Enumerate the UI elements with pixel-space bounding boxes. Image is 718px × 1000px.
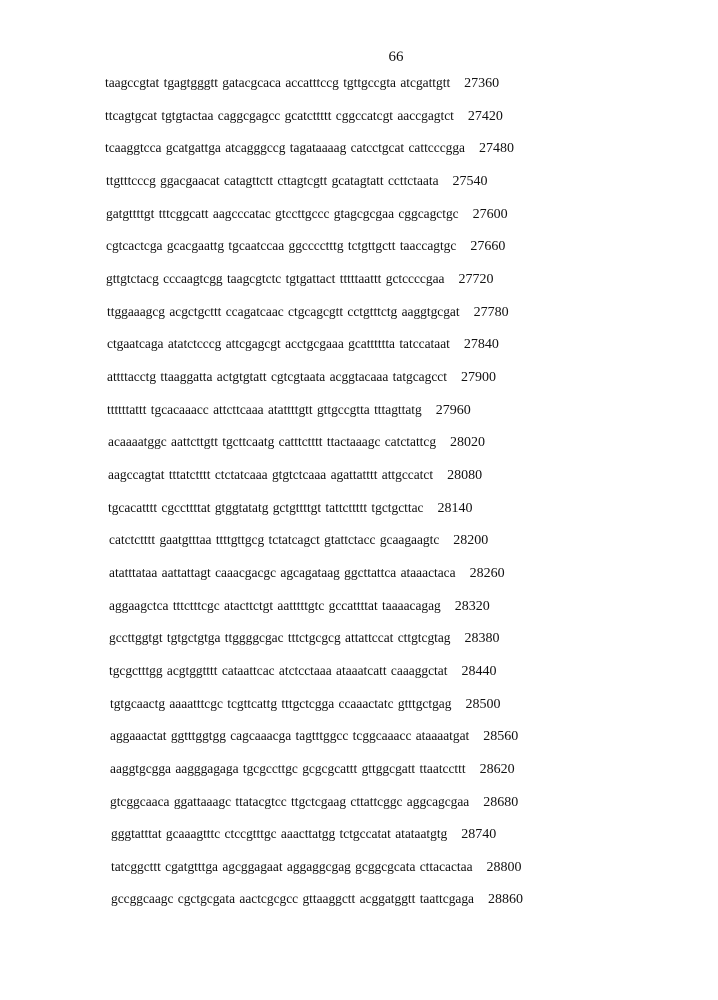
sequence-text: aggaaactat ggtttggtgg cagcaaacga tagtttggcc tcggcaaacc ataaaatgat [110,728,470,743]
sequence-text: ttgtttcccg ggacgaacat catagttctt cttagtcgtt gcatagtatt ccttctaata [106,173,439,188]
sequence-line [110,760,515,779]
sequence-line [105,139,514,158]
sequence-position: 28560 [483,729,519,744]
sequence-line [109,662,496,681]
sequence-text: tatcggcttt cgatgtttga agcggagaat aggaggcgag gcggcgcata cttacactaa [111,859,473,874]
sequence-line [107,303,509,322]
sequence-text: atatttataa aattattagt caaacgacgc agcagataag ggcttattca ataaactaca [109,565,456,580]
sequence-text: ttttttattt tgcacaaacc attcttcaaa atattttgtt gttgccgtta tttagttatg [107,402,422,417]
sequence-line [107,401,471,420]
sequence-line [106,270,493,289]
sequence-position: 27660 [470,239,506,254]
sequence-text: gtcggcaaca ggattaaagc ttatacgtcc ttgctcgaag cttattcggc aggcagcgaa [110,794,470,809]
sequence-position: 28500 [465,697,501,712]
sequence-position: 28440 [461,664,497,679]
sequence-text: aaggtgcgga aagggagaga tgcgccttgc gcgcgcattt gttggcgatt ttaatccttt [110,761,466,776]
page-number: 66 [388,49,404,65]
sequence-text: taagccgtat tgagtgggtt gatacgcaca accatttccg tgttgccgta atcgattgtt [105,75,451,90]
sequence-position: 27480 [478,141,514,156]
sequence-text: catctctttt gaatgtttaa ttttgttgcg tctatcagct gtattctacc gcaagaagtc [109,532,440,547]
sequence-text: aggaagctca tttctttcgc atacttctgt aatttttgtc gccattttat taaaacagag [109,598,441,613]
sequence-line [105,107,503,126]
sequence-position: 28260 [469,566,505,581]
sequence-position: 28860 [487,892,523,907]
sequence-line [106,172,488,191]
sequence-text: gttgtctacg cccaagtcgg taagcgtctc tgtgattact tttttaattt gctccccgaa [106,271,445,286]
sequence-line [105,74,499,93]
sequence-position: 28080 [447,468,483,483]
sequence-line [108,433,485,452]
sequence-line [107,368,496,387]
sequence-position: 28320 [454,599,490,614]
sequence-line [109,597,490,616]
sequence-text: gatgttttgt tttcggcatt aagcccatac gtccttgccc gtagcgcgaa cggcagctgc [106,206,459,221]
sequence-line [109,564,505,583]
sequence-text: gccttggtgt tgtgctgtga ttggggcgac tttctgcgcg attattccat cttgtcgtag [109,630,451,645]
sequence-text: acaaaatggc aattcttgtt tgcttcaatg catttctttt ttactaaagc catctattcg [108,434,437,449]
sequence-line [108,466,482,485]
sequence-text: ctgaatcaga atatctcccg attcgagcgt acctgcgaaa gcatttttta tatccataat [107,336,450,351]
sequence-text: aagccagtat tttatctttt ctctatcaaa gtgtctcaaa agattatttt attgccatct [108,467,434,482]
sequence-position: 27600 [472,207,508,222]
sequence-text: tgcgctttgg acgtggtttt cataattcac atctcctaaa ataaatcatt caaaggctat [109,663,448,678]
sequence-text: ttcagtgcat tgtgtactaa caggcgagcc gcatcttttt cggccatcgt aaccgagtct [105,108,454,123]
sequence-position: 27840 [463,337,499,352]
sequence-line [110,793,518,812]
sequence-position: 27900 [460,370,496,385]
sequence-position: 28380 [464,631,500,646]
sequence-line [111,858,522,877]
sequence-line [106,205,508,224]
sequence-line [111,825,496,844]
sequence-text: gccggcaagc cgctgcgata aactcgcgcc gttaaggctt acggatggtt taattcgaga [111,891,474,906]
sequence-text: attttacctg ttaaggatta actgtgtatt cgtcgtaata acggtacaaa tatgcagcct [107,369,447,384]
sequence-position: 28620 [479,762,515,777]
sequence-position: 27720 [458,272,494,287]
sequence-position: 28200 [453,533,489,548]
sequence-position: 27960 [435,403,471,418]
sequence-line [110,695,500,714]
sequence-position: 28680 [483,795,519,810]
sequence-position: 28740 [461,827,497,842]
sequence-text: ttggaaagcg acgctgcttt ccagatcaac ctgcagcgtt cctgtttctg aaggtgcgat [107,304,460,319]
sequence-line [111,890,523,909]
sequence-position: 28020 [450,435,486,450]
sequence-line [110,727,518,746]
sequence-line [108,499,472,518]
sequence-position: 27780 [473,305,509,320]
sequence-line [109,531,488,550]
sequence-text: cgtcactcga gcacgaattg tgcaatccaa ggcccctttg tctgttgctt taaccagtgc [106,238,457,253]
sequence-line [106,237,505,256]
sequence-text: tgcacatttt cgccttttat gtggtatatg gctgttttgt tattcttttt tgctgcttac [108,500,424,515]
sequence-position: 28140 [437,501,473,516]
sequence-line [107,335,499,354]
sequence-position: 27540 [452,174,488,189]
sequence-position: 28800 [486,860,522,875]
sequence-text: tcaaggtcca gcatgattga atcagggccg tagataaaag catcctgcat cattcccgga [105,140,465,155]
sequence-text: gggtatttat gcaaagtttc ctccgtttgc aaacttatgg tctgccatat atataatgtg [111,826,448,841]
sequence-text: tgtgcaactg aaaatttcgc tcgttcattg tttgctcgga ccaaactatc gtttgctgag [110,696,452,711]
sequence-line [109,629,500,648]
sequence-position: 27420 [467,109,503,124]
sequence-position: 27360 [464,76,500,91]
